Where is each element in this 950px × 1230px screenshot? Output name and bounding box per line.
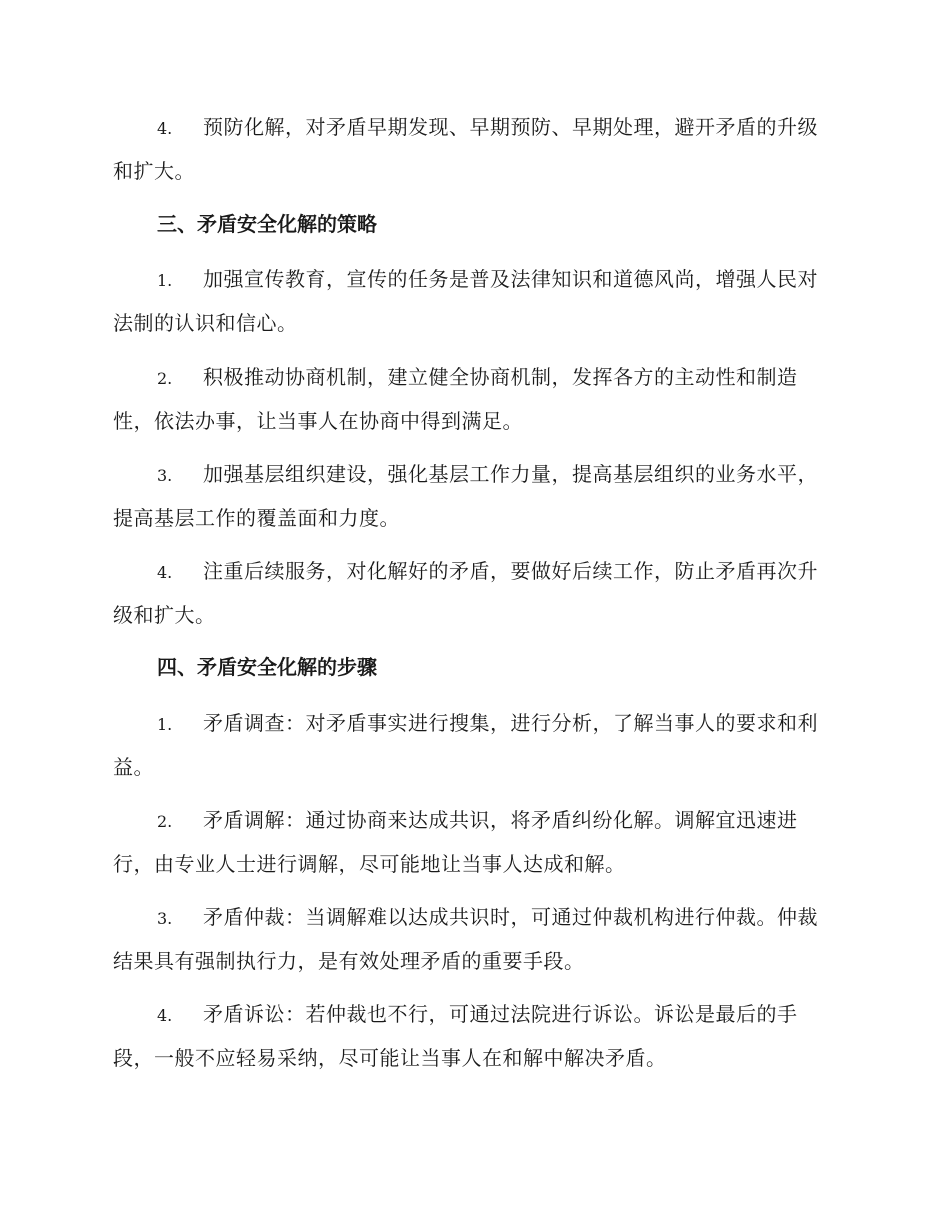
list-item-step-4 bbox=[113, 993, 833, 1079]
list-item-strategy-3 bbox=[113, 453, 833, 539]
item-number: 3. bbox=[157, 466, 173, 485]
item-text: 矛盾调解：通过协商来达成共识，将矛盾纠纷化解。调解宜迅速进行，由专业人士进行调解，尽可能地让当事人达成和解。 bbox=[113, 808, 798, 876]
item-number: 2. bbox=[157, 812, 173, 831]
list-item-strategy-4 bbox=[113, 550, 833, 636]
item-number: 3. bbox=[157, 909, 173, 928]
item-number: 2. bbox=[157, 369, 173, 388]
item-number: 1. bbox=[157, 715, 173, 734]
item-text: 预防化解，对矛盾早期发现、早期预防、早期处理，避开矛盾的升级和扩大。 bbox=[113, 115, 818, 183]
list-item-step-1 bbox=[113, 702, 833, 788]
item-text: 注重后续服务，对化解好的矛盾，要做好后续工作，防止矛盾再次升级和扩大。 bbox=[113, 559, 818, 627]
item-text: 矛盾仲裁：当调解难以达成共识时，可通过仲裁机构进行仲裁。仲裁结果具有强制执行力，是有效处理矛盾的重要手段。 bbox=[113, 905, 818, 973]
item-text: 积极推动协商机制，建立健全协商机制，发挥各方的主动性和制造性，依法办事，让当事人在协商中得到满足。 bbox=[113, 365, 798, 433]
section-heading-strategies bbox=[113, 203, 833, 245]
section-heading-steps bbox=[113, 646, 833, 688]
list-item-strategy-2 bbox=[113, 356, 833, 442]
item-text: 加强基层组织建设，强化基层工作力量，提高基层组织的业务水平，提高基层工作的覆盖面和力度。 bbox=[113, 462, 818, 530]
item-text: 矛盾诉讼：若仲裁也不行，可通过法院进行诉讼。诉讼是最后的手段，一般不应轻易采纳，尽可能让当事人在和解中解决矛盾。 bbox=[113, 1002, 798, 1070]
item-number: 4. bbox=[157, 563, 173, 582]
item-text: 加强宣传教育，宣传的任务是普及法律知识和道德风尚，增强人民对法制的认识和信心。 bbox=[113, 267, 818, 335]
list-item-prevention bbox=[113, 106, 833, 192]
list-item-strategy-1 bbox=[113, 258, 833, 344]
item-text: 矛盾调查：对矛盾事实进行搜集，进行分析，了解当事人的要求和利益。 bbox=[113, 711, 818, 779]
item-number: 4. bbox=[157, 119, 173, 138]
item-number: 4. bbox=[157, 1006, 173, 1025]
item-number: 1. bbox=[157, 271, 173, 290]
list-item-step-3 bbox=[113, 896, 833, 982]
list-item-step-2 bbox=[113, 799, 833, 885]
heading-text: 四、矛盾安全化解的步骤 bbox=[157, 655, 377, 679]
heading-text: 三、矛盾安全化解的策略 bbox=[157, 212, 377, 236]
